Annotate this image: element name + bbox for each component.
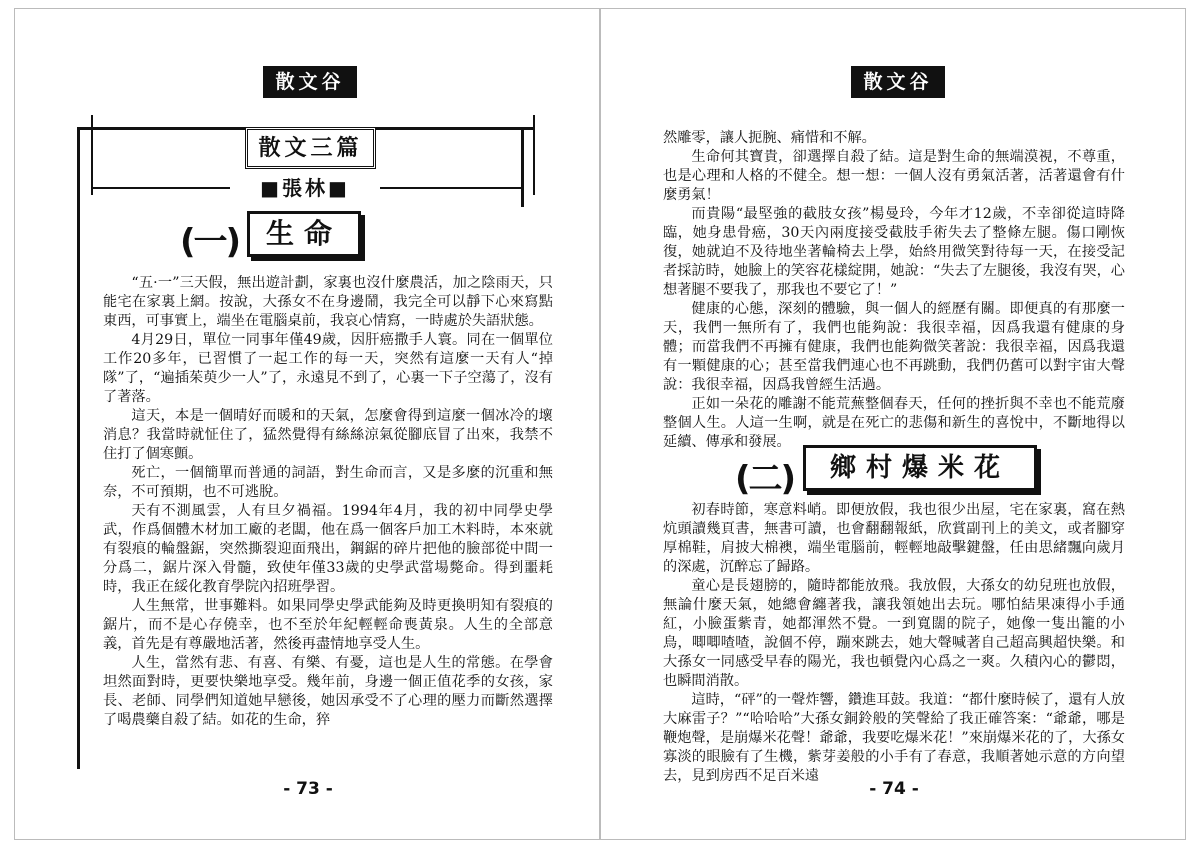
paragraph: 死亡，一個簡單而普通的詞語，對生命而言，又是多麼的沉重和無奈，不可預期，也不可逃脫。	[103, 465, 553, 500]
left-running-header: 散文谷	[263, 66, 357, 98]
article-title: 散文三篇	[245, 127, 376, 169]
paragraph: “五·一”三天假，無出遊計劃，家裏也沒什麼農活，加之陰雨天，只能宅在家裏上網。按說，大孫女不在身邊鬧，我完全可以靜下心來寫點東西，可事實上，端坐在電腦桌前，我哀心情寫，一時處於失語狀態。	[103, 275, 553, 329]
paragraph: 而貴陽“最堅強的截肢女孩”楊曼玲，今年才12歲，不幸卻從這時降臨，她身患骨癌，30天內兩度接受截肢手術失去了整條左腿。傷口剛恢復，她就迫不及待地坐著輪椅去上學，始終用微笑對待每一天，在接受記者採訪時，她臉上的笑容花樣綻開，她說：“失去了左腿後，我沒有哭，心想著腿不要我了，那我也不要它了！”	[663, 206, 1125, 298]
title-rule-left	[77, 127, 245, 130]
paragraph: 正如一朵花的雕謝不能荒蕪整個春天，任何的挫折與不幸也不能荒廢整個人生。人這一生啊，就是在死亡的悲傷和新生的喜悅中，不斷地得以延續、傳承和發展。	[663, 396, 1125, 450]
paragraph: 健康的心態，深刻的體驗，與一個人的經歷有關。即便真的有那麼一天，我們一無所有了，我們也能夠說：我很幸福，因爲我還有健康的身體；而當我們不再擁有健康，我們也能夠微笑著說：我很幸福，因爲我還有一顆健康的心；甚至當我們連心也不再跳動，我們仍舊可以對宇宙大聲說：我很幸福，因爲我曾經生活過。	[663, 301, 1125, 393]
paragraph: 天有不測風雲，人有旦夕禍福。1994年4月，我的初中同學史學武，作爲個體木材加工廠的老闆，他在爲一個客戶加工木料時，本來就有裂痕的輪盤鋸，突然撕裂迎面飛出，鋼鋸的碎片把他的臉部從中間一分爲二，鋸片深入骨髓，致使年僅33歲的史學武當場斃命。得到噩耗時，我正在綏化教育學院內招班學習。	[103, 503, 553, 595]
right-body-text-bottom	[663, 501, 1125, 786]
author-name: ■張林■	[230, 172, 380, 201]
paragraph: 初春時節，寒意料峭。即便放假，我也很少出屋，宅在家裏，窩在熱炕頭讀幾頁書，無書可讀，也會翻翻報紙，欣賞副刊上的美文，或者腳穿厚棉鞋，肩披大棉襖，端坐電腦前，輕輕地敲擊鍵盤，任由思緒飄向歲月的深處，沉醉忘了歸路。	[663, 502, 1125, 575]
paragraph: 這時，“砰”的一聲炸響，鑽進耳鼓。我道：“都什麼時候了，還有人放大麻雷子？”“哈哈哈”大孫女銅鈴般的笑聲給了我正確答案：“爺爺，哪是鞭炮聲，是崩爆米花聲！爺爺，我要吃爆米花！”來崩爆米花的了，大孫女寡淡的眼臉有了生機，紫芽姜般的小手有了春意，我順著她示意的方向望去，見到房西不足百米遠	[663, 692, 1125, 784]
paragraph: 生命何其寶貴，卻選擇自殺了結。這是對生命的無端漠視，不尊重，也是心理和人格的不健全。想一想：一個人沒有勇氣活著，活著還會有什麼勇氣！	[663, 149, 1125, 203]
paragraph: 4月29日，單位一同事年僅49歲，因肝癌撒手人寰。同在一個單位工作20多年，已習慣了一起工作的每一天，突然有這麼一天有人“掉隊”了，“遍插茱萸少一人”了，永遠見不到了，心裏一下子空蕩了，沒有了著落。	[103, 332, 553, 405]
paragraph: 人生，當然有悲、有喜、有樂、有憂，這也是人生的常態。在學會坦然面對時，更要快樂地享受。幾年前，身邊一個正值花季的女孩，家長、老師、同學們知道她早戀後，她因承受不了心理的壓力而斷然選擇了喝農藥自殺了結。如花的生命，猝	[103, 655, 553, 728]
author-rule-right	[377, 187, 523, 189]
right-running-header: 散文谷	[851, 66, 945, 98]
section-1-title: 生命	[247, 211, 361, 257]
right-border-line-inner	[533, 115, 535, 195]
right-page	[600, 8, 1186, 840]
title-rule-right	[375, 127, 535, 130]
left-border-line-outer	[77, 127, 80, 769]
left-page-number: - 73 -	[283, 779, 333, 799]
paragraph: 童心是長翅膀的，隨時都能放飛。我放假，大孫女的幼兒班也放假，無論什麼天氣，她總會纏著我，讓我領她出去玩。哪怕結果凍得小手通紅，小臉蛋紫青，她都渾然不覺。一到寬闊的院子，她像一隻出籠的小鳥，唧唧喳喳，說個不停，蹦來跳去，她大聲喊著自己超高興超快樂。和大孫女一同感受早春的陽光，我也頓覺內心爲之一爽。久積內心的鬱悶，也瞬間消散。	[663, 578, 1125, 689]
left-page	[14, 8, 600, 840]
paragraph: 人生無常，世事難料。如果同學史學武能夠及時更換明知有裂痕的鋸片，而不是心存僥幸，也不至於年紀輕輕命喪黃泉。人生的全部意義，首先是有尊嚴地活著，然後再盡情地享受人生。	[103, 598, 553, 652]
section-2-title: 鄉村爆米花	[803, 445, 1037, 491]
section-1-number: (一)	[180, 222, 240, 262]
left-body-text	[103, 274, 553, 730]
right-body-text-top	[663, 129, 1125, 452]
author-rule-left	[91, 187, 231, 189]
right-page-number: - 74 -	[869, 779, 919, 799]
paragraph: 這天，本是一個晴好而暖和的天氣，怎麼會得到這麼一個冰冷的壞消息？我當時就怔住了，猛然覺得有絲絲涼氣從腳底冒了出來，我禁不住打了個寒顫。	[103, 408, 553, 462]
paragraph: 然雕零，讓人扼腕、痛惜和不解。	[663, 130, 876, 146]
section-2-number: (二)	[735, 459, 795, 499]
right-border-line-outer	[521, 127, 524, 207]
